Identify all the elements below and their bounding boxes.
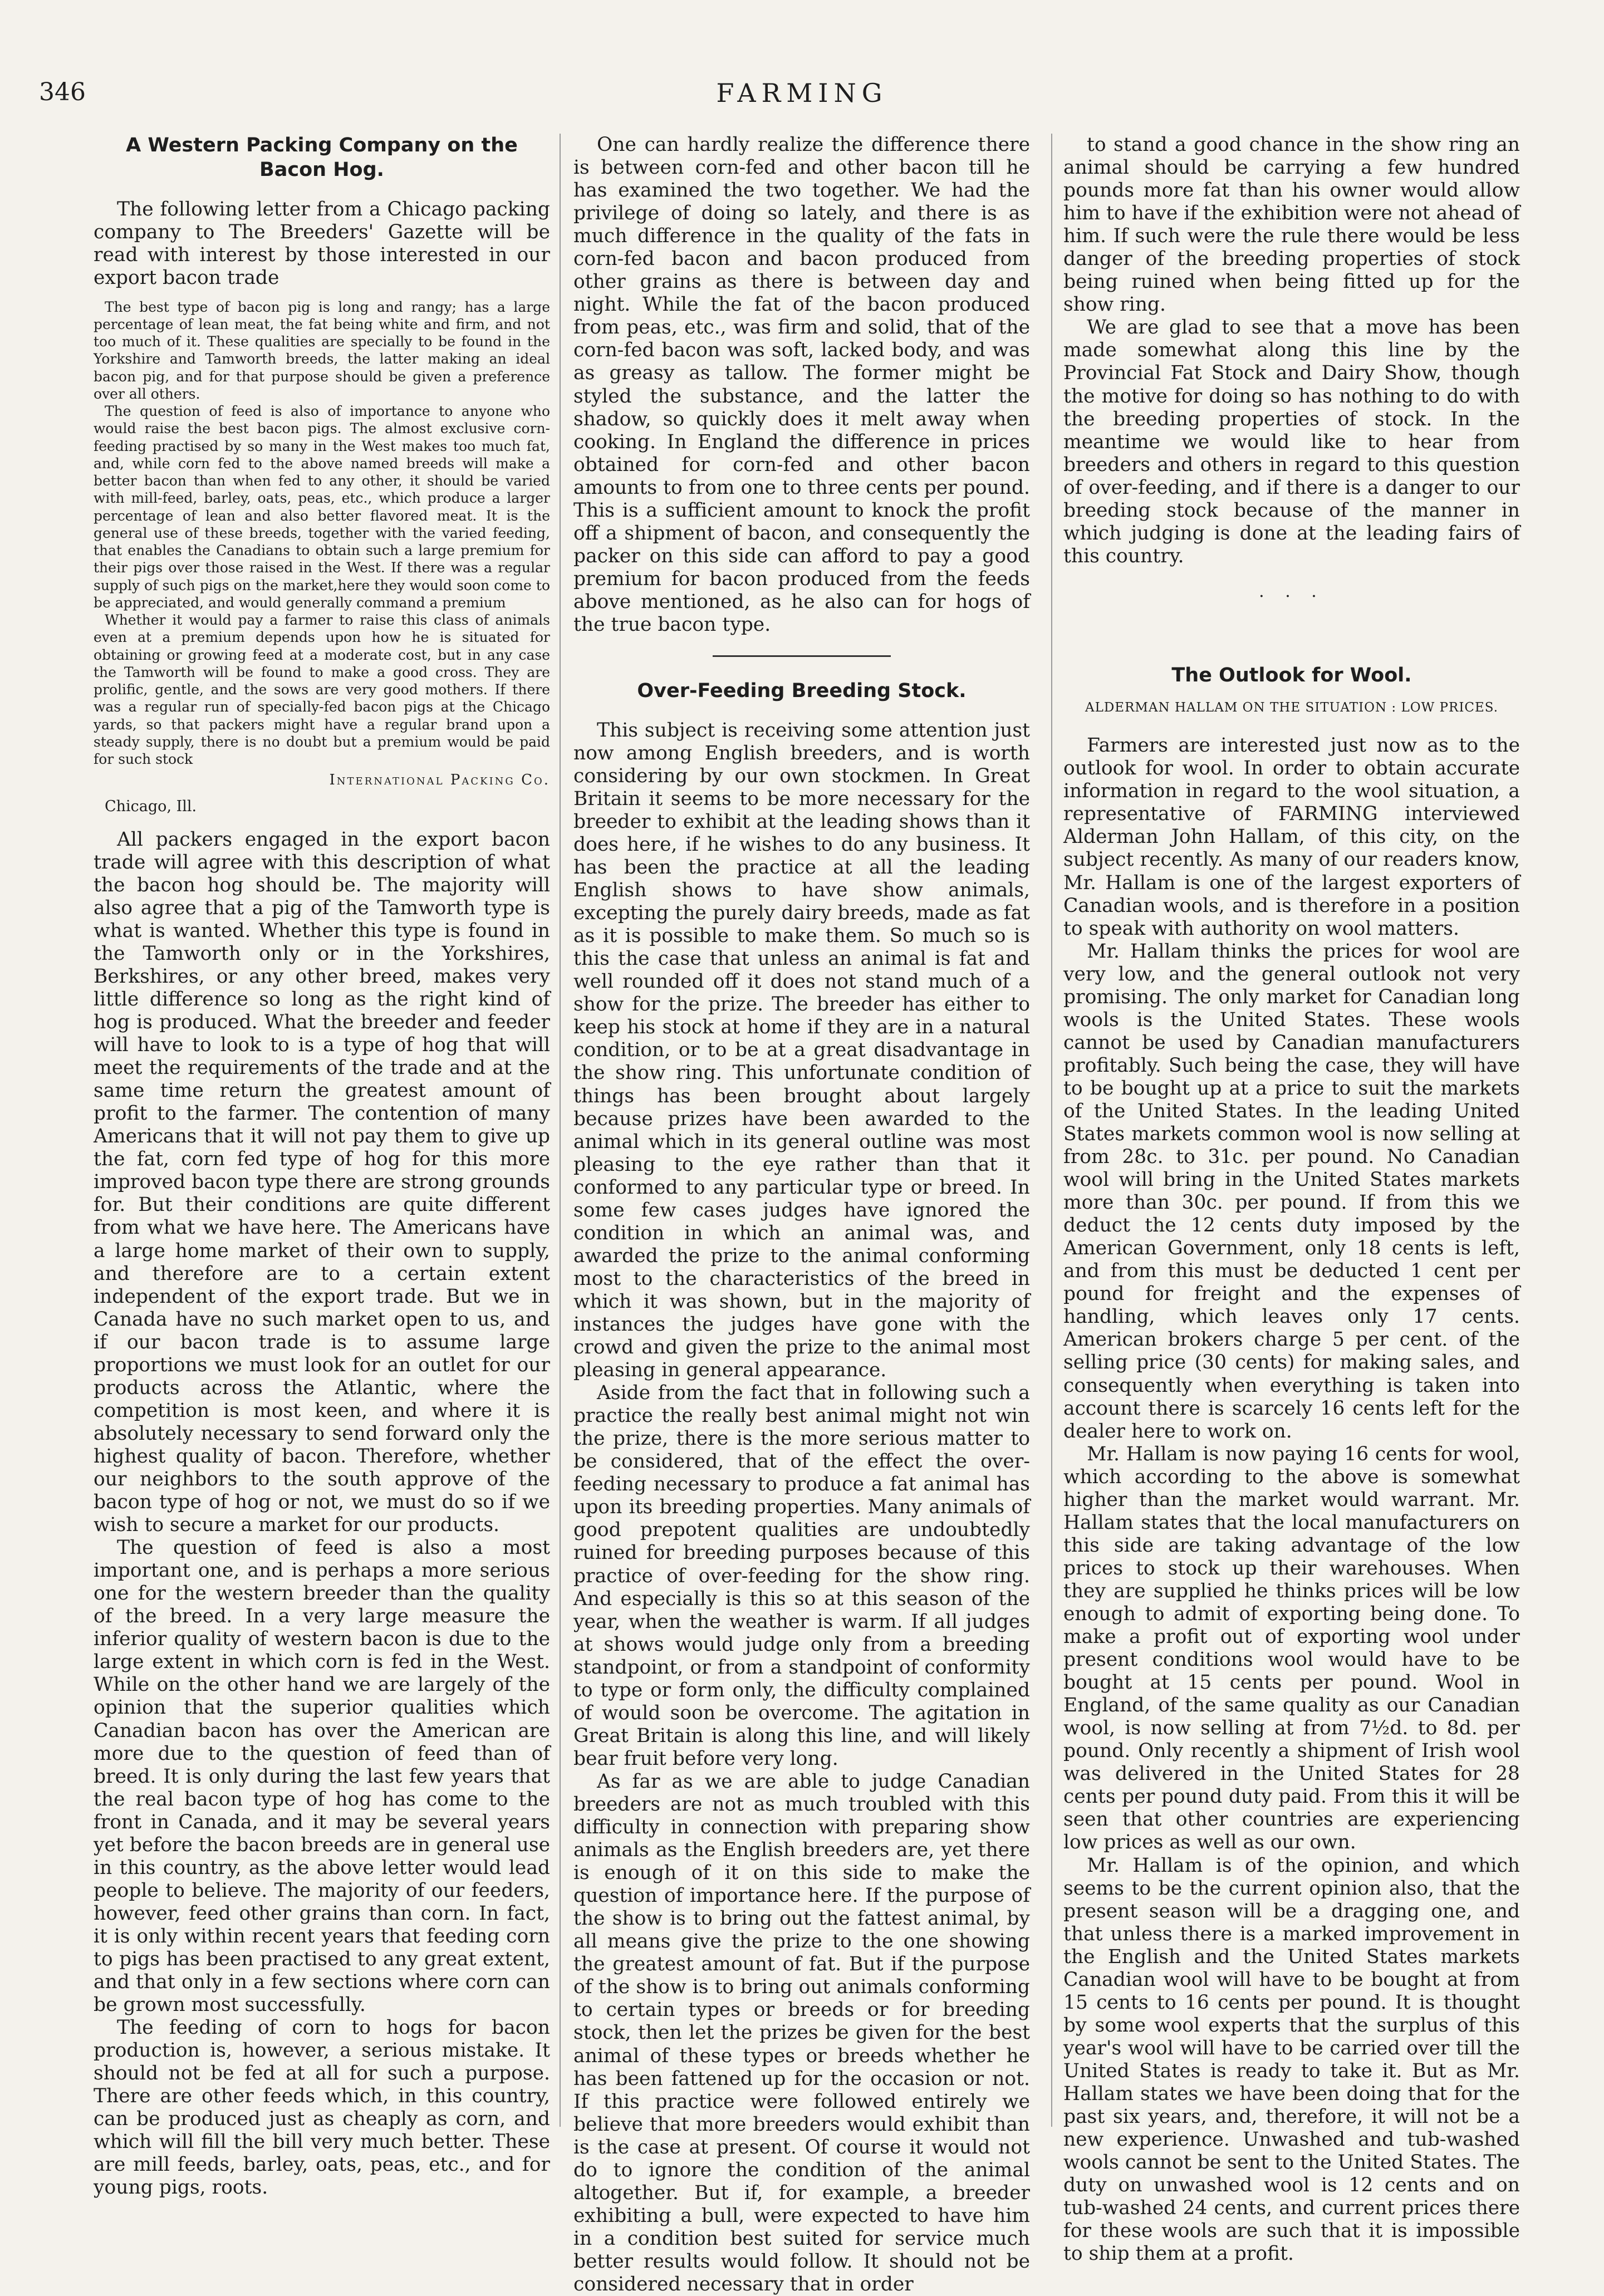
- article-subtitle: ALDERMAN HALLAM ON THE SITUATION : LOW PRICES.: [1085, 700, 1499, 715]
- body-paragraph: Aside from the fact that in following such a practice the really best animal might not win the prize, there is the more serious matter to be considered, that of the effect the over-feeding necessary to produce a fat animal has upon its breeding properties. Many animals of good prepotent qualities are undoubtedly ruined for breeding purposes because of this practice of over-feeding for the show ring. And especially is this so at this season of the year, when the weather is warm. If all judges at shows would judge only from a breeding standpoint, or from a standpoint of conformity to type or form only, the difficulty complained of would soon be overcome. The agitation in Great Britain is along this line, and will likely bear fruit before very long.: [573, 1382, 1030, 1770]
- column-rule: [1051, 134, 1052, 2127]
- letter-paragraph: Whether it would pay a farmer to raise this class of animals even at a premium depends upon how he is situated for obtaining or growing feed at a moderate cost, but in any case the Tamworth will be found to make a good cross. They are prolific, gentle, and the sows are very good mothers. If there was a regular run of specially-fed bacon pigs at the Chicago yards, so that packers might have a regular brand upon a steady supply, there is no doubt but a premium would be paid for such stock: [94, 612, 550, 768]
- running-head: FARMING: [716, 78, 888, 108]
- article-title-outlook-wool: The Outlook for Wool.: [1171, 664, 1412, 686]
- body-paragraph: We are glad to see that a move has been made somewhat along this line by the Provincial Fat Stock and Dairy Show, though the motive for doing so has nothing to do with the breeding properties of stock. In the meantime we would like to hear from breeders and others in regard to this question of over-feeding, and if there is a danger to our breeding stock because of the manner in which judging is done at the leading fairs of this country.: [1063, 316, 1520, 567]
- letter-paragraph: The question of feed is also of importance to anyone who would raise the best bacon pigs. The almost exclusive corn-feeding practised by so many in the West makes too much fat, and, while corn fed to the above named breeds will make a better bacon than when fed to any other, it should be varied with mill-feed, barley, oats, peas, etc., which produce a larger percentage of lean and also better flavored meat. It is the general use of these breeds, together with the varied feeding, that enables the Canadians to obtain such a large premium for their pigs over those raised in the West. If there was a regular supply of such pigs on the market,here they would soon come to be appreciated, and would generally command a premium: [94, 403, 550, 611]
- body-paragraph: Farmers are interested just now as to the outlook for wool. In order to obtain accurate information in regard to the wool situation, a representative of FARMING interviewed Alderman John Hallam, of this city, on the subject recently. As many of our readers know, Mr. Hallam is one of the largest exporters of Canadian wools, and is therefore in a position to speak with authority on wool matters.: [1063, 734, 1520, 940]
- body-paragraph: Mr. Hallam is of the opinion, and which seems to be the current opinion also, that the present season will be a dragging one, and that unless there is a marked improvement in the English and the United States markets Canadian wool will have to be bought at from 15 cents to 16 cents per pound. It is thought by some wool experts that the surplus of this year's wool will have to be carried over till the United States is ready to take it. But as Mr. Hallam states we have been doing that for the past six years, and, therefore, it will not be a new experience. Unwashed and tub-washed wools cannot be sent to the United States. The duty on unwashed wool is 12 cents and on tub-washed 24 cents, and current prices there for these wools are such that it is impossible to ship them at a profit.: [1063, 1854, 1520, 2265]
- column-2: [573, 134, 1030, 2295]
- continued-paragraph: One can hardly realize the difference there is between corn-fed and other bacon till he has examined the two together. We had the privilege of doing so lately, and there is as much difference in the quality of the fats in corn-fed bacon and bacon produced from other grains as there is between day and night. While the fat of the bacon produced from peas, etc., was firm and solid, that of the corn-fed bacon was soft, lacked body, and was as greasy as tallow. The former might be styled the substance, and the latter the shadow, so quickly does it melt away when cooking. In England the difference in prices obtained for corn-fed and other bacon amounts to from one to three cents per pound. This is a sufficient amount to knock the profit off a shipment of bacon, and consequently the packer on this side can afford to pay a good premium for bacon produced from the feeds above mentioned, as he also can for hogs of the true bacon type.: [573, 134, 1030, 636]
- column-3: [1063, 134, 1520, 2265]
- column-1: [94, 134, 550, 2199]
- body-paragraph: As far as we are able to judge Canadian breeders are not as much troubled with this difficulty in connection with preparing show animals as the English breeders are, yet there is enough of it on this side to make the question of importance here. If the purpose of the show is to bring out the fattest animal, by all means give the prize to the one showing the greatest amount of fat. But if the purpose of the show is to bring out animals conforming to certain types or breeds or for breeding stock, then let the prizes be given for the best animal of these types or breeds whether he has been fattened up for the occasion or not. If this practice were followed entirely we believe that more breeders would exhibit than is the case at present. Of course it would not do to ignore the condition of the animal altogether. But if, for example, a breeder exhibiting a bull, were expected to have him in a condition best suited for service much better results would follow. It should not be considered necessary that in order: [573, 1770, 1030, 2295]
- column-rule: [560, 134, 561, 2127]
- section-separator: [713, 655, 891, 657]
- body-paragraph: Mr. Hallam thinks the prices for wool are very low, and the general outlook not very promising. The only market for Canadian long wools is the United States. These wools cannot be used by Canadian manufacturers profitably. Such being the case, they will have to be bought up at a price to suit the markets of the United States. In the leading United States markets common wool is now selling at from 28c. to 31c. per pound. No Canadian wool will bring in the United States markets more than 30c. per pound. If from this we deduct the 12 cents duty imposed by the American Government, only 18 cents is left, and from this must be deducted 1 cent per pound for freight and the expenses of handling, which leaves only 17 cents. American brokers charge 5 per cent. of the selling price (30 cents) for making sales, and consequently when everything is taken into account there is scarcely 16 cents left for the dealer here to work on.: [1063, 940, 1520, 1443]
- letter-signature: International Packing Co.: [329, 772, 550, 789]
- letter-dateline: Chicago, Ill.: [105, 797, 197, 815]
- letter-paragraph: The best type of bacon pig is long and rangy; has a large percentage of lean meat, the fat being white and firm, and not too much of it. These qualities are specially to be found in the Yorkshire and Tamworth breeds, the latter making an ideal bacon pig, and for that purpose should be given a preference over all others.: [94, 298, 550, 402]
- body-paragraph: This subject is receiving some attention just now among English breeders, and is worth considering by our own stockmen. In Great Britain it seems to be more necessary for the breeder to exhibit at the leading shows than it does here, if he wishes to do any business. It has been the practice at all the leading English shows to have show animals, excepting the purely dairy breeds, made as fat as it is possible to make them. So much so is this the case that unless an animal is fat and well rounded off it does not stand much of a show for the prize. The breeder has either to keep his stock at home if they are in a natural condition, or to be at a great disadvantage in the show ring. This unfortunate condition of things has been brought about largely because prizes have been awarded to the animal which in its general outline was most pleasing to the eye rather than that it conformed to any particular type or breed. In some few cases judges have ignored the condition in which an animal was, and awarded the prize to the animal conforming most to the characteristics of the breed in which it was shown, but in the majority of instances the judges have gone with the crowd and given the prize to the animal most pleasing in general appearance.: [573, 719, 1030, 1382]
- page-number: 346: [39, 78, 86, 106]
- section-ornament: · · ·: [1259, 586, 1325, 606]
- body-paragraph: The feeding of corn to hogs for bacon production is, however, a serious mistake. It should not be fed at all for such a purpose. There are other feeds which, in this country, can be produced just as cheaply as corn, and which will fill the bill very much better. These are mill feeds, barley, oats, peas, etc., and for young pigs, roots.: [94, 2017, 550, 2199]
- body-paragraph: The question of feed is also a most important one, and is perhaps a more serious one for the western breeder than the quality of the breed. In a very large measure the inferior quality of western bacon is due to the large extent in which corn is fed in the West. While on the other hand we are largely of the opinion that the superior qualities which Canadian bacon has over the American are more due to the question of feed than of breed. It is only during the last few years that the real bacon type of hog has come to the front in Canada, and it may be several years yet before the bacon breeds are in general use in this country, as the above letter would lead people to believe. The majority of our feeders, however, feed other grains than corn. In fact, it is only within recent years that feeding corn to pigs has been practised to any great extent, and that only in a few sections where corn can be grown most successfully.: [94, 1537, 550, 2017]
- quoted-letter: [94, 298, 550, 816]
- article-title-over-feeding: Over-Feeding Breeding Stock.: [637, 680, 967, 703]
- body-paragraph: Mr. Hallam is now paying 16 cents for wool, which according to the above is somewhat higher than the market would warrant. Mr. Hallam states that the local manufacturers on this side are taking advantage of the low prices to stock up their warehouses. When they are supplied he thinks prices will be low enough to admit of exporting being done. To make a profit out of exporting wool under present conditions wool would have to be bought at 15 cents per pound. Wool in England, of the same quality as our Canadian wool, is now selling at from 7½d. to 8d. per pound. Only recently a shipment of Irish wool was delivered in the United States for 28 cents per pound duty paid. From this it will be seen that other countries are experiencing low prices as well as our own.: [1063, 1443, 1520, 1854]
- article-title-western-packing: A Western Packing Company on the Bacon Hog.: [126, 134, 518, 181]
- article-intro: The following letter from a Chicago packing company to The Breeders' Gazette will be read with interest by those interested in our export bacon trade: [94, 198, 550, 289]
- continued-paragraph: to stand a good chance in the show ring an animal should be carrying a few hundred pounds more fat than his owner would allow him to have if the exhibition were not ahead of him. If such were the rule there would be less danger of the breeding properties of stock being ruined when being fitted up for the show ring.: [1063, 134, 1520, 316]
- body-paragraph: All packers engaged in the export bacon trade will agree with this description of what the bacon hog should be. The majority will also agree that a pig of the Tamworth type is what is wanted. Whether this type is found in the Tamworth only or in the Yorkshires, Berkshires, or any other breed, makes very little difference so long as the right kind of hog is produced. What the breeder and feeder will have to look to is a type of hog that will meet the requirements of the trade and at the same time return the greatest amount of profit to the farmer. The contention of many Americans that it will not pay them to give up the fat, corn fed type of hog for this more improved bacon type there are strong grounds for. But their conditions are quite different from what we have here. The Americans have a large home market of their own to supply, and therefore are to a certain extent independent of the export trade. But we in Canada have no such market open to us, and if our bacon trade is to assume large proportions we must look for an outlet for our products across the Atlantic, where the competition is most keen, and where it is absolutely necessary to send forward only the highest quality of bacon. Therefore, whether our neighbors to the south approve of the bacon type of hog or not, we must do so if we wish to secure a market for our products.: [94, 828, 550, 1537]
